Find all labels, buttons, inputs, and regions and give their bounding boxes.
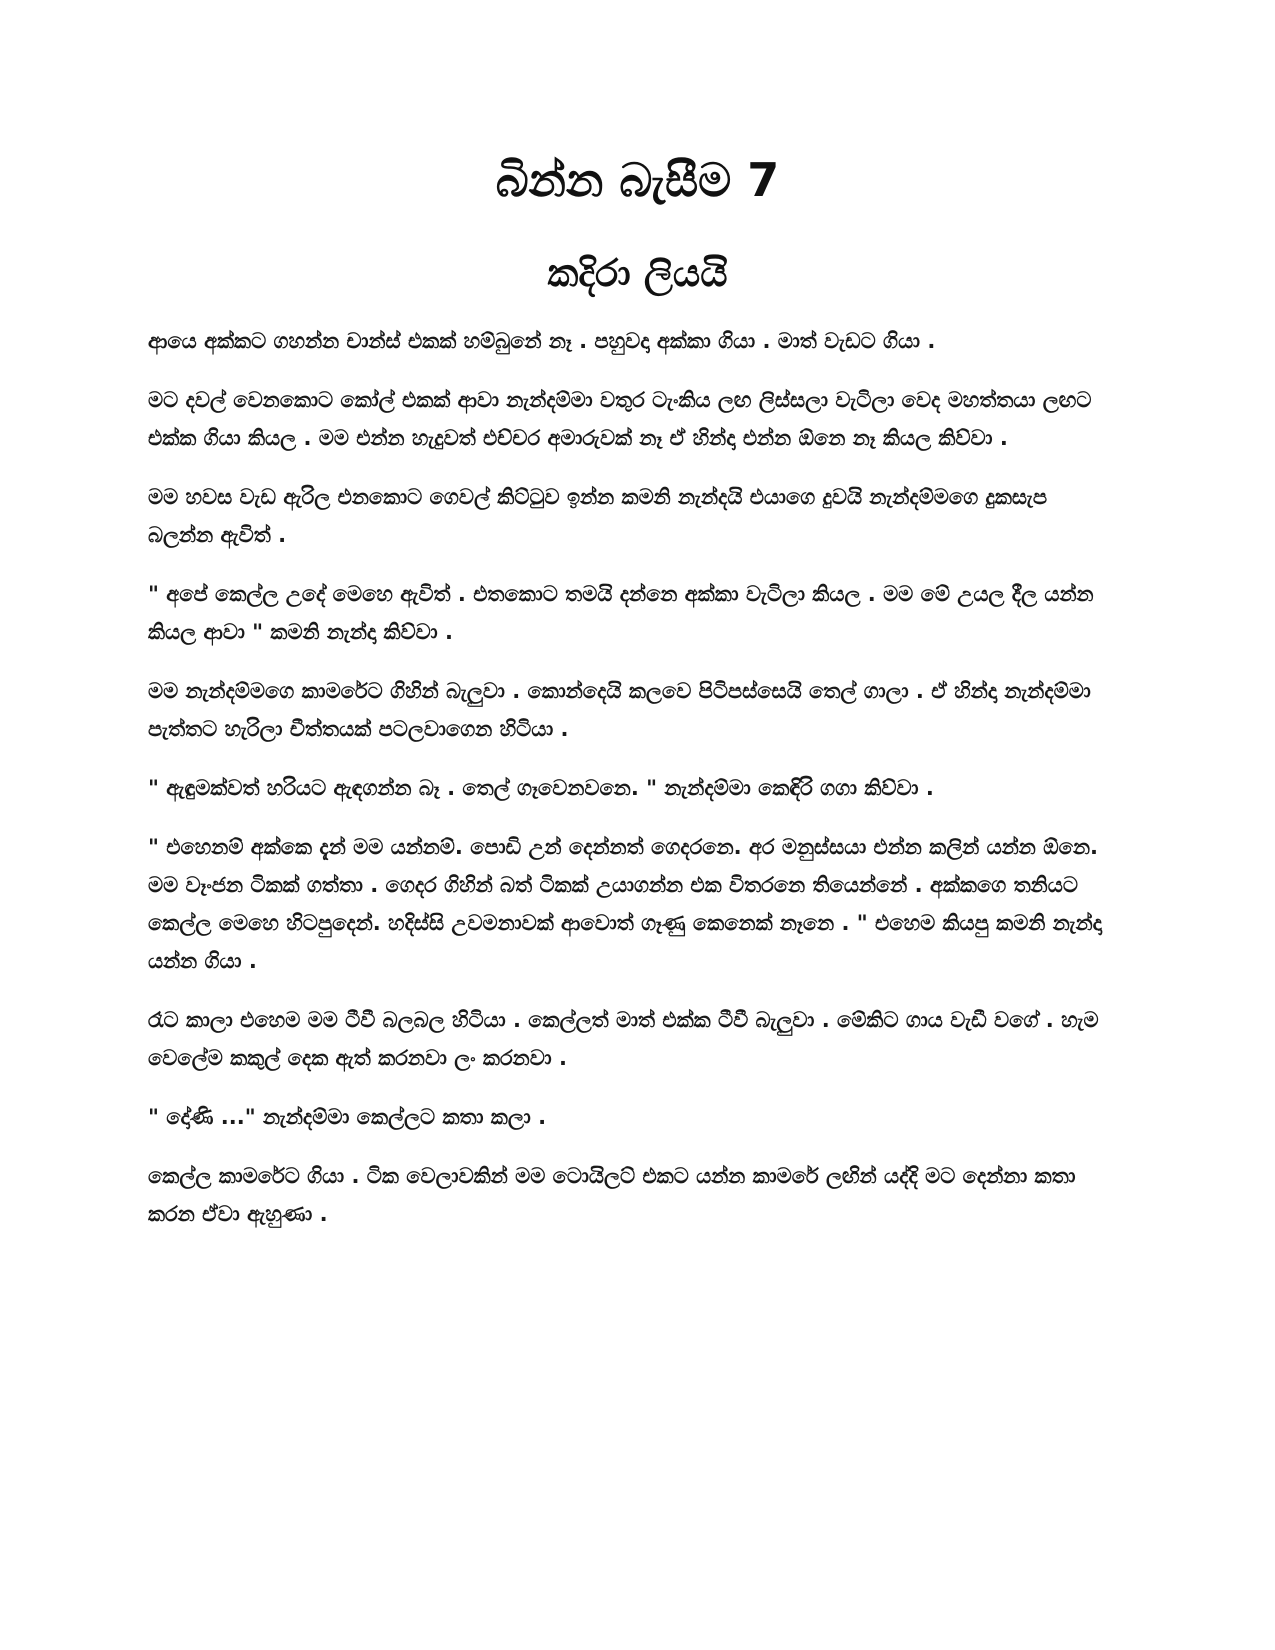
paragraph: කෙල්ල කාමරේට ගියා . ටික වෙලාවකින් මම ටොයිලට් එකට යන්න කාමරේ ලඟින් යද්දි මට දෙන්නා කතා කරන ඒවා ඇහුණා .	[148, 1164, 1076, 1226]
story-body	[148, 322, 1118, 1254]
paragraph: ආයෙ අක්කට ගහන්න චාන්ස් එකක් හම්බුනේ නෑ . පහුවදා අක්කා ගියා . මාත් වැඩට ගියා .	[148, 329, 936, 353]
paragraph: " අපේ කෙල්ල උදේ මෙහෙ ඇවිත් . එතකොට තමයි දන්නෙ අක්කා වැටිලා කියල . මම මේ උයල දීල යන්න කියල ආවා " කමනි නැන්දා කිව්වා .	[148, 582, 1094, 644]
paragraph: මට දවල් වෙනකොට කෝල් එකක් ආවා නැන්දම්මා වතුර ටැංකිය ලඟ ලිස්සලා වැටිලා වෙද මහත්තයා ලඟට එක්ක ගියා කියල . මම එන්න හැදුවත් එච්චර අමාරුවක් නෑ ඒ හින්දා එන්න ඕනෙ නෑ කියල කිව්වා .	[148, 388, 1092, 450]
paragraph: " ඇඳුමක්වත් හරියට ඇඳගන්න බෑ . තෙල් ගෑවෙනවනෙ. " නැන්දම්මා කෙඳිරි ගගා කිව්වා .	[148, 776, 934, 800]
paragraph: " දෝණි ..." නැන්දම්මා කෙල්ලට කතා කලා .	[148, 1105, 547, 1129]
paragraph: " එහෙනම් අක්කෙ දැන් මම යන්නම්. පොඩි උන් දෙන්නත් ගෙදරනෙ. අර මනුස්සයා එන්න කලින් යන්න ඕනෙ. මම වෑංජන ටිකක් ගත්තා . ගෙදර ගිහින් බත් ටිකක් උයාගන්න එක විතරනෙ තියෙන්නේ . අක්කගෙ තනියට කෙල්ල මෙහෙ හිටපුදෙන්. හදිස්සි උවමනාවක් ආවොත් ගෑණු කෙනෙක් නෑනෙ . " එහෙම කියපු කමනි නැන්දා යන්න ගියා .	[148, 835, 1102, 973]
paragraph: මම හවස වැඩ ඇරිල එනකොට ගෙවල් කිට්ටුව ඉන්න කමනි නැන්දයි එයාගෙ දුවයි නැන්දම්මගෙ දුකසැප බලන්න ඇවිත් .	[148, 485, 1048, 547]
paragraph: රෑට කාලා එහෙම මම ටීවී බලබල හිටියා . කෙල්ලත් මාත් එක්ක ටීවී බැලුවා . මේකිට ගාය වැඩී වගේ . හැම වෙලේම කකුල් දෙක ඇත් කරනවා ලං කරනවා .	[148, 1008, 1099, 1070]
paragraph: මම නැන්දම්මගෙ කාමරේට ගිහින් බැලුවා . කොන්දෙයි කලවෙ පිටිපස්සෙයි තෙල් ගාලා . ඒ හින්දා නැන්දම්මා පැත්තට හැරිලා චීත්තයක් පටලවාගෙන හිටියා .	[148, 679, 1091, 741]
page-title: බින්න බැසීම 7	[495, 153, 780, 207]
author-line: කදිරා ලියයි	[547, 251, 728, 295]
